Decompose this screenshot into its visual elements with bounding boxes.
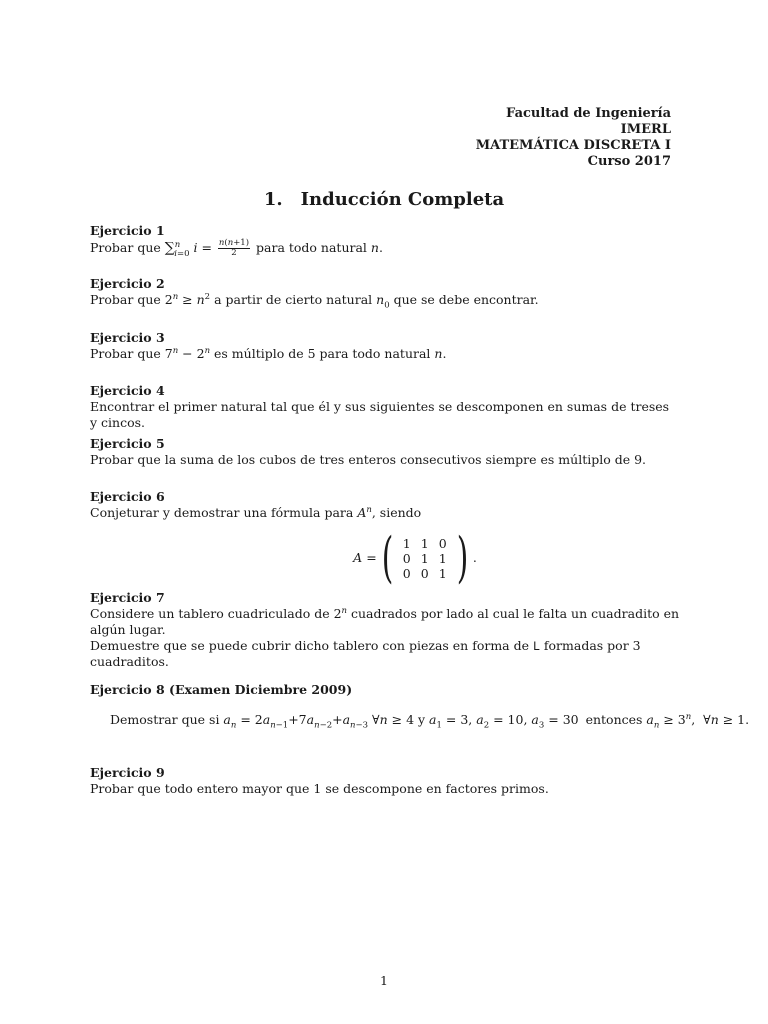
exercise-title: Ejercicio 4 — [90, 383, 165, 398]
exercise-3 — [90, 330, 680, 362]
section-title-text: Inducción Completa — [300, 189, 505, 210]
exercise-5 — [90, 436, 680, 468]
statement-text: Probar que — [90, 346, 165, 361]
page-number: 1 — [380, 973, 388, 988]
matrix-cell: 0 — [402, 550, 411, 566]
header-institute: IMERL — [620, 122, 671, 137]
exercise-statement: Probar que $2^n \ge n^2$ a partir de cierto natural $n_0$ que se debe encontrar. — [90, 291, 539, 311]
matrix-cell: 0 — [438, 535, 447, 551]
statement-text: Probar que — [90, 240, 165, 255]
exercise-statement-continued — [90, 638, 680, 670]
exercise-statement: Considere un tablero cuadriculado de 2$^n$ cuadrados por lado al cual le falta un cuadradito en algún lugar. — [90, 605, 680, 637]
header-course-year: Curso 2017 — [587, 154, 671, 169]
exercise-statement: Probar que la suma de los cubos de tres enteros consecutivos siempre es múltiplo de 9. — [90, 452, 647, 467]
exercise-statement: Probar que todo entero mayor que 1 se descompone en factores primos. — [90, 781, 549, 796]
statement-text: Considere un tablero cuadriculado de — [90, 606, 334, 621]
exercise-1 — [90, 223, 680, 258]
exercise-title: Ejercicio 1 — [90, 223, 165, 238]
header-faculty: Facultad de Ingeniería — [506, 106, 671, 121]
exercise-title: Ejercicio 8 (Examen Diciembre 2009) — [90, 682, 353, 697]
exercise-title: Ejercicio 9 — [90, 765, 165, 780]
statement-text: formadas por 3 cuadraditos. — [90, 638, 641, 669]
matrix-cell: 0 — [420, 565, 429, 581]
matrix-cell: 1 — [402, 535, 411, 551]
statement-text: y — [414, 712, 430, 727]
section-title — [0, 189, 768, 210]
matrix — [398, 536, 452, 581]
statement-text: para todo natural — [252, 240, 371, 255]
statement-text: Probar que — [90, 292, 165, 307]
exercise-statement: Probar que $7^n - 2^n$ es múltiplo de 5 para todo natural n. — [90, 345, 447, 361]
statement-text: entonces — [581, 712, 647, 727]
exercise-title: Ejercicio 5 — [90, 436, 165, 451]
fraction: $\frac{n(n+1)}{2}$ — [218, 238, 250, 258]
statement-text: a partir de cierto natural — [210, 292, 377, 307]
statement-text: Demostrar que si — [110, 712, 224, 727]
exercise-statement: Conjeturar y demostrar una fórmula para $A^n$, siendo — [90, 504, 422, 520]
statement-text: Demuestre que se puede cubrir dicho tablero con piezas en forma de — [90, 638, 533, 653]
section-number: 1. — [263, 189, 283, 210]
exercise-title: Ejercicio 7 — [90, 590, 165, 605]
exercise-statement: Demostrar que si $a_n = 2a_{n-1}+7a_{n-2}+a_{n-3}$ ∀n ≥ 4 y $a_1 = 3$, $a_2 = 10$, $a_3 = 30$ entonces $a_n \ge 3^n$, ∀n ≥ 1. — [110, 711, 750, 731]
exercise-title: Ejercicio 6 — [90, 489, 165, 504]
statement-text: que se debe encontrar. — [389, 292, 539, 307]
statement-text: , siendo — [371, 505, 422, 520]
left-paren: ( — [381, 526, 394, 589]
exercise-7 — [90, 590, 680, 670]
statement-text: cuadrados por lado al cual le falta un cuadradito en algún lugar. — [90, 606, 680, 637]
exercise-6 — [90, 489, 680, 589]
matrix-cell: 1 — [420, 535, 429, 551]
statement-text: Conjeturar y demostrar una fórmula para — [90, 505, 358, 520]
course-header — [476, 106, 671, 170]
matrix-cell: 1 — [420, 550, 429, 566]
exercise-title: Ejercicio 3 — [90, 330, 165, 345]
exercise-statement: Encontrar el primer natural tal que él y sus siguientes se descomponen en sumas de treses y cincos. — [90, 399, 670, 430]
piece-shape: L — [532, 639, 540, 653]
exercise-8 — [90, 682, 750, 731]
exercise-4 — [90, 383, 680, 431]
matrix-equation: A = ( 1 1 0 0 1 1 0 0 1 ) . — [353, 526, 477, 589]
matrix-cell: 1 — [438, 565, 447, 581]
statement-text: es múltiplo de 5 para todo natural — [210, 346, 435, 361]
header-course-name: MATEMÁTICA DISCRETA I — [475, 138, 671, 153]
exercise-2 — [90, 276, 680, 311]
matrix-cell: 0 — [402, 565, 411, 581]
matrix-cell: 1 — [438, 550, 447, 566]
right-paren: ) — [456, 526, 469, 589]
exercise-statement: Probar que ∑$^n_{i=0}$ i = $\frac{n(n+1)}{2}$ para todo natural n. — [90, 238, 383, 259]
exercise-title: Ejercicio 2 — [90, 276, 165, 291]
exercise-9 — [90, 765, 680, 797]
